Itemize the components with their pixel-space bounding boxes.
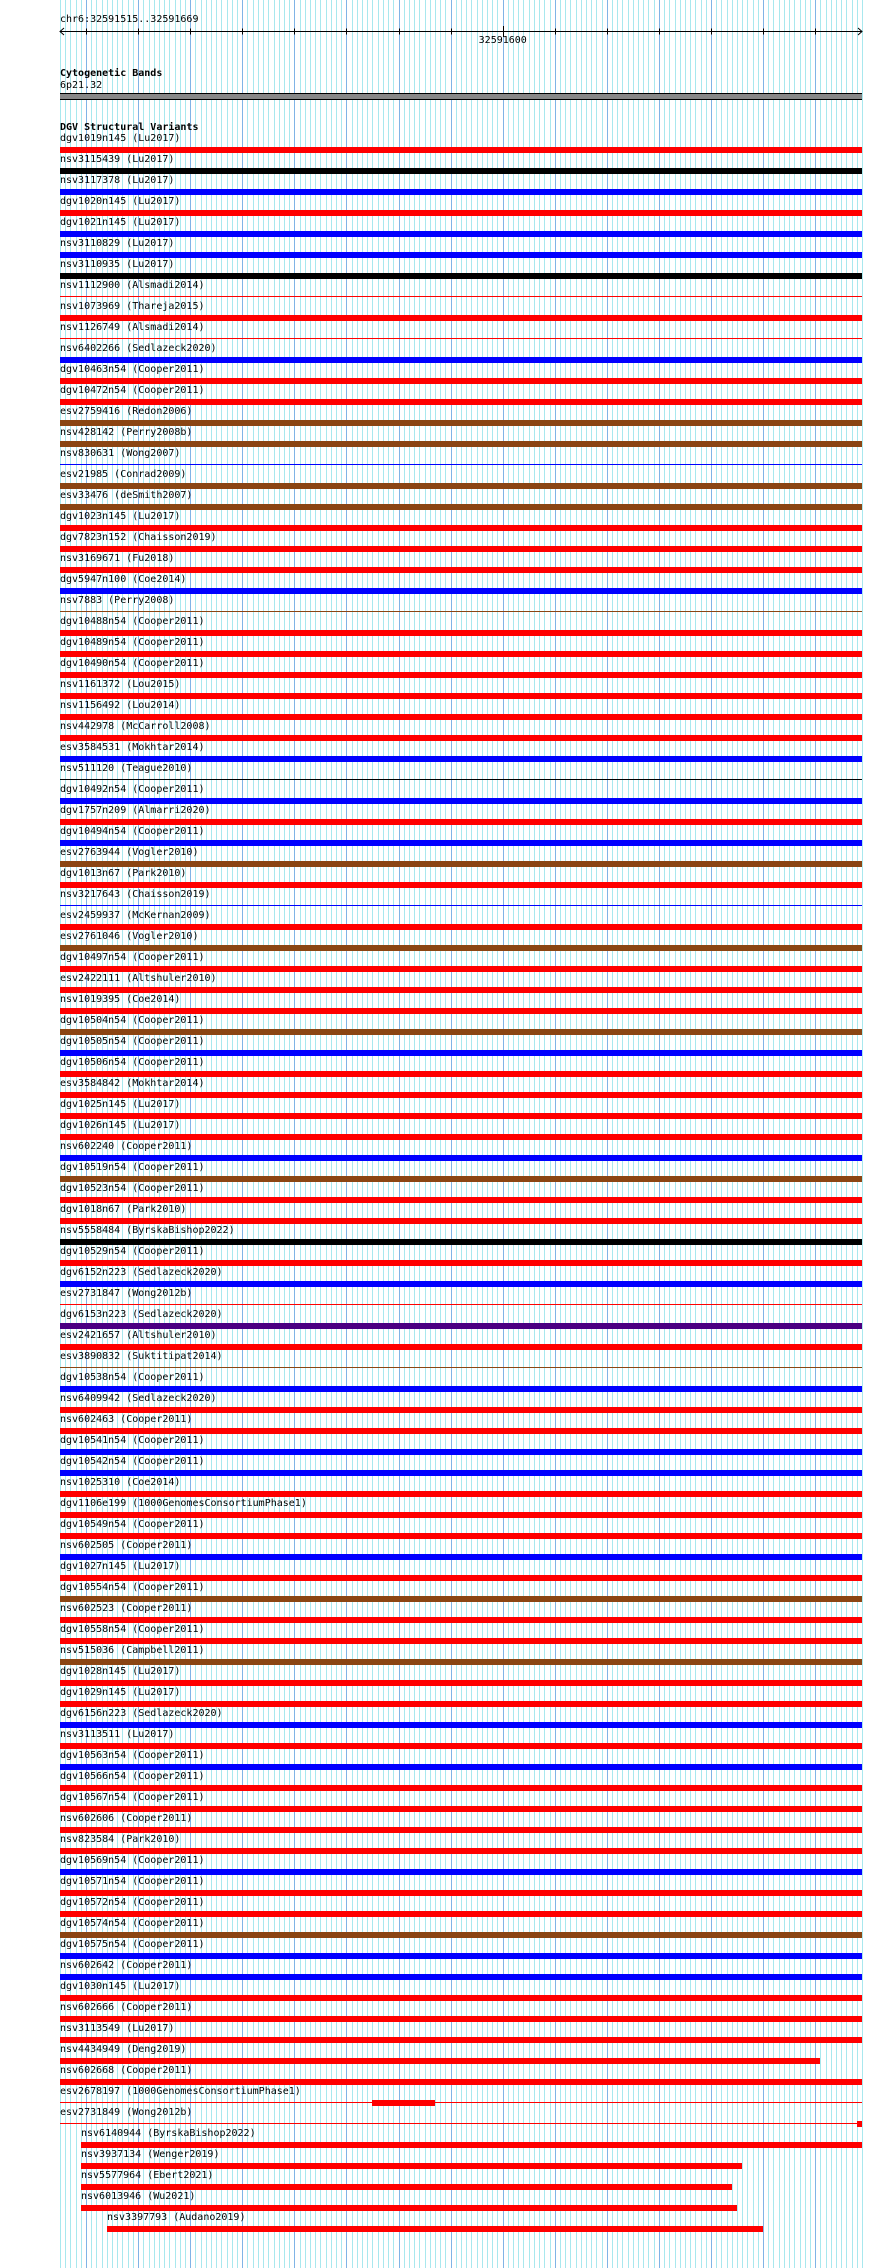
variant-label[interactable]: nsv515036 (Campbell2011)	[60, 1645, 205, 1656]
variant-line[interactable]	[60, 1304, 862, 1305]
variant-bar[interactable]	[60, 1827, 862, 1833]
variant-label[interactable]: dgv1026n145 (Lu2017)	[60, 1120, 181, 1131]
variant-label[interactable]: dgv10490n54 (Cooper2011)	[60, 658, 205, 669]
variant-bar[interactable]	[60, 1323, 862, 1329]
variant-label[interactable]: dgv7823n152 (Chaisson2019)	[60, 532, 217, 543]
variant-bar[interactable]	[60, 1533, 862, 1539]
variant-line[interactable]	[60, 464, 862, 465]
variant-label[interactable]: dgv10488n54 (Cooper2011)	[60, 616, 205, 627]
variant-bar[interactable]	[60, 1512, 862, 1518]
variant-bar[interactable]	[60, 441, 862, 447]
variant-bar[interactable]	[60, 2037, 862, 2043]
variant-bar[interactable]	[60, 1659, 862, 1665]
variant-label[interactable]: esv21985 (Conrad2009)	[60, 469, 187, 480]
variant-bar[interactable]	[60, 651, 862, 657]
variant-label[interactable]: nsv602505 (Cooper2011)	[60, 1540, 193, 1551]
variant-bar[interactable]	[60, 966, 862, 972]
variant-label[interactable]: nsv3113549 (Lu2017)	[60, 2023, 175, 2034]
variant-label[interactable]: dgv1030n145 (Lu2017)	[60, 1981, 181, 1992]
variant-bar[interactable]	[60, 210, 862, 216]
variant-label[interactable]: nsv602666 (Cooper2011)	[60, 2002, 193, 2013]
variant-label[interactable]: dgv10529n54 (Cooper2011)	[60, 1246, 205, 1257]
variant-bar[interactable]	[60, 1176, 862, 1182]
ruler-axis	[0, 24, 890, 40]
variant-bar[interactable]	[60, 630, 862, 636]
variant-label[interactable]: esv3890832 (Suktitipat2014)	[60, 1351, 223, 1362]
variant-bar[interactable]	[60, 420, 862, 426]
variant-label[interactable]: nsv3169671 (Fu2018)	[60, 553, 175, 564]
variant-bar[interactable]	[60, 1974, 862, 1980]
variant-label[interactable]: nsv1126749 (Alsmadi2014)	[60, 322, 205, 333]
variant-line[interactable]	[60, 2102, 862, 2103]
variant-bar[interactable]	[60, 588, 862, 594]
variant-line[interactable]	[60, 611, 862, 612]
variant-bar[interactable]	[107, 2226, 763, 2232]
variant-label[interactable]: dgv1029n145 (Lu2017)	[60, 1687, 181, 1698]
variant-bar[interactable]	[60, 147, 862, 153]
variant-line[interactable]	[60, 779, 862, 780]
variant-label[interactable]: dgv10554n54 (Cooper2011)	[60, 1582, 205, 1593]
variant-label[interactable]: nsv3110829 (Lu2017)	[60, 238, 175, 249]
variant-bar[interactable]	[60, 1575, 862, 1581]
variant-bar[interactable]	[60, 1932, 862, 1938]
variant-label[interactable]: dgv1023n145 (Lu2017)	[60, 511, 181, 522]
variant-bar[interactable]	[60, 1764, 862, 1770]
variant-bar[interactable]	[60, 1701, 862, 1707]
variant-line[interactable]	[60, 2123, 862, 2124]
variant-bar[interactable]	[60, 735, 862, 741]
variant-bar[interactable]	[60, 1092, 862, 1098]
variant-label[interactable]: nsv3937134 (Wenger2019)	[81, 2149, 220, 2160]
variant-bar[interactable]	[60, 882, 862, 888]
cytoband-bar[interactable]	[60, 93, 862, 100]
track-title-cytogenetic-bands: Cytogenetic Bands	[60, 68, 163, 79]
variant-bar[interactable]	[60, 1260, 862, 1266]
variant-label[interactable]: dgv5947n100 (Coe2014)	[60, 574, 187, 585]
variant-bar[interactable]	[60, 483, 862, 489]
variant-label[interactable]: dgv10575n54 (Cooper2011)	[60, 1939, 205, 1950]
variant-label[interactable]: nsv6402266 (Sedlazeck2020)	[60, 343, 217, 354]
variant-label[interactable]: esv2459937 (McKernan2009)	[60, 910, 211, 921]
variant-label[interactable]: nsv602240 (Cooper2011)	[60, 1141, 193, 1152]
variant-label[interactable]: nsv1019395 (Coe2014)	[60, 994, 181, 1005]
variant-label[interactable]: dgv1019n145 (Lu2017)	[60, 133, 181, 144]
variant-bar[interactable]	[60, 1638, 862, 1644]
variant-label[interactable]: nsv6140944 (ByrskaBishop2022)	[81, 2128, 256, 2139]
variant-bar[interactable]	[60, 378, 862, 384]
variant-label[interactable]: dgv1013n67 (Park2010)	[60, 868, 187, 879]
variant-bar[interactable]	[60, 168, 862, 174]
variant-line[interactable]	[60, 338, 862, 339]
variant-bar[interactable]	[60, 1239, 862, 1245]
variant-label[interactable]: dgv1021n145 (Lu2017)	[60, 217, 181, 228]
variant-label[interactable]: dgv10538n54 (Cooper2011)	[60, 1372, 205, 1383]
variant-bar[interactable]	[60, 504, 862, 510]
variant-bar[interactable]	[60, 1869, 862, 1875]
variant-bar[interactable]	[60, 987, 862, 993]
variant-label[interactable]: nsv3110935 (Lu2017)	[60, 259, 175, 270]
variant-label[interactable]: dgv1028n145 (Lu2017)	[60, 1666, 181, 1677]
variant-label[interactable]: dgv10549n54 (Cooper2011)	[60, 1519, 205, 1530]
variant-label[interactable]: dgv1025n145 (Lu2017)	[60, 1099, 181, 1110]
variant-bar[interactable]	[60, 672, 862, 678]
variant-label[interactable]: nsv5577964 (Ebert2021)	[81, 2170, 214, 2181]
variant-bar[interactable]	[60, 861, 862, 867]
variant-label[interactable]: esv2678197 (1000GenomesConsortiumPhase1)	[60, 2086, 301, 2097]
variant-label[interactable]: dgv10519n54 (Cooper2011)	[60, 1162, 205, 1173]
variant-label[interactable]: esv2422111 (Altshuler2010)	[60, 973, 217, 984]
variant-bar[interactable]	[60, 1470, 862, 1476]
variant-bar[interactable]	[60, 231, 862, 237]
variant-block[interactable]	[857, 2121, 862, 2127]
variant-label[interactable]: nsv3113511 (Lu2017)	[60, 1729, 175, 1740]
variant-label[interactable]: dgv1018n67 (Park2010)	[60, 1204, 187, 1215]
variant-bar[interactable]	[60, 1449, 862, 1455]
variant-label[interactable]: dgv10492n54 (Cooper2011)	[60, 784, 205, 795]
variant-label[interactable]: esv2763944 (Vogler2010)	[60, 847, 199, 858]
variant-label[interactable]: nsv7883 (Perry2008)	[60, 595, 175, 606]
variant-bar[interactable]	[60, 2016, 862, 2022]
variant-label[interactable]: esv2731847 (Wong2012b)	[60, 1288, 193, 1299]
ruler-tick-label: 32591600	[478, 35, 527, 46]
variant-bar[interactable]	[60, 1743, 862, 1749]
variant-bar[interactable]	[81, 2184, 732, 2190]
variant-label[interactable]: nsv823584 (Park2010)	[60, 1834, 181, 1845]
variant-label[interactable]: dgv10489n54 (Cooper2011)	[60, 637, 205, 648]
variant-label[interactable]: dgv1027n145 (Lu2017)	[60, 1561, 181, 1572]
variant-label[interactable]: dgv6156n223 (Sedlazeck2020)	[60, 1708, 223, 1719]
variant-label[interactable]: dgv10523n54 (Cooper2011)	[60, 1183, 205, 1194]
variant-label[interactable]: dgv10463n54 (Cooper2011)	[60, 364, 205, 375]
variant-label[interactable]: dgv10572n54 (Cooper2011)	[60, 1897, 205, 1908]
variant-bar[interactable]	[60, 756, 862, 762]
variant-bar[interactable]	[60, 1848, 862, 1854]
variant-bar[interactable]	[60, 840, 862, 846]
variant-label[interactable]: dgv6152n223 (Sedlazeck2020)	[60, 1267, 223, 1278]
variant-label[interactable]: nsv602668 (Cooper2011)	[60, 2065, 193, 2076]
variant-label[interactable]: esv2731849 (Wong2012b)	[60, 2107, 193, 2118]
variant-label[interactable]: dgv1757n209 (Almarri2020)	[60, 805, 211, 816]
variant-bar[interactable]	[60, 1113, 862, 1119]
variant-label[interactable]: nsv3397793 (Audano2019)	[107, 2212, 246, 2223]
variant-label[interactable]: dgv10504n54 (Cooper2011)	[60, 1015, 205, 1026]
variant-label[interactable]: esv33476 (deSmith2007)	[60, 490, 193, 501]
variant-block[interactable]	[372, 2100, 435, 2106]
location-label: chr6:32591515..32591669	[60, 14, 199, 25]
variant-label[interactable]: dgv10497n54 (Cooper2011)	[60, 952, 205, 963]
variant-bar[interactable]	[60, 1071, 862, 1077]
variant-bar[interactable]	[60, 1050, 862, 1056]
variant-bar[interactable]	[60, 252, 862, 258]
variant-bar[interactable]	[60, 2079, 862, 2085]
variant-bar[interactable]	[60, 1344, 862, 1350]
variant-bar[interactable]	[60, 1008, 862, 1014]
variant-label[interactable]: dgv10541n54 (Cooper2011)	[60, 1435, 205, 1446]
variant-bar[interactable]	[60, 1428, 862, 1434]
variant-label[interactable]: dgv6153n223 (Sedlazeck2020)	[60, 1309, 223, 1320]
variant-bar[interactable]	[60, 1491, 862, 1497]
variant-bar[interactable]	[60, 1281, 862, 1287]
variant-label[interactable]: esv2761046 (Vogler2010)	[60, 931, 199, 942]
variant-label[interactable]: nsv602523 (Cooper2011)	[60, 1603, 193, 1614]
variant-label[interactable]: dgv10566n54 (Cooper2011)	[60, 1771, 205, 1782]
variant-bar[interactable]	[60, 567, 862, 573]
variant-bar[interactable]	[81, 2142, 862, 2148]
variant-bar[interactable]	[60, 1218, 862, 1224]
variant-label[interactable]: esv2421657 (Altshuler2010)	[60, 1330, 217, 1341]
variant-bar[interactable]	[60, 357, 862, 363]
variant-label[interactable]: dgv10506n54 (Cooper2011)	[60, 1057, 205, 1068]
variant-bar[interactable]	[60, 315, 862, 321]
variant-bar[interactable]	[60, 189, 862, 195]
variant-label[interactable]: dgv10505n54 (Cooper2011)	[60, 1036, 205, 1047]
variant-bar[interactable]	[60, 1197, 862, 1203]
variant-bar[interactable]	[60, 1596, 862, 1602]
variant-label[interactable]: nsv6013946 (Wu2021)	[81, 2191, 196, 2202]
variant-bar[interactable]	[60, 1911, 862, 1917]
variant-label[interactable]: nsv4434949 (Deng2019)	[60, 2044, 187, 2055]
variant-bar[interactable]	[60, 714, 862, 720]
variant-label[interactable]: nsv6409942 (Sedlazeck2020)	[60, 1393, 217, 1404]
variant-line[interactable]	[60, 905, 862, 906]
variant-label[interactable]: nsv602606 (Cooper2011)	[60, 1813, 193, 1824]
variant-bar[interactable]	[60, 1029, 862, 1035]
variant-label[interactable]: dgv10569n54 (Cooper2011)	[60, 1855, 205, 1866]
track-title-dgv: DGV Structural Variants	[60, 122, 199, 133]
variant-bar[interactable]	[60, 2058, 820, 2064]
variant-label[interactable]: nsv602642 (Cooper2011)	[60, 1960, 193, 1971]
variant-bar[interactable]	[81, 2205, 737, 2211]
variant-label[interactable]: nsv1073969 (Thareja2015)	[60, 301, 205, 312]
variant-label[interactable]: nsv1156492 (Lou2014)	[60, 700, 181, 711]
variant-label[interactable]: nsv5558484 (ByrskaBishop2022)	[60, 1225, 235, 1236]
variant-line[interactable]	[60, 1367, 862, 1368]
variant-bar[interactable]	[60, 1617, 862, 1623]
variant-label[interactable]: esv3584531 (Mokhtar2014)	[60, 742, 205, 753]
variant-bar[interactable]	[60, 1134, 862, 1140]
variant-label[interactable]: dgv10558n54 (Cooper2011)	[60, 1624, 205, 1635]
cytoband-label: 6p21.32	[60, 80, 103, 91]
variant-label[interactable]: nsv3115439 (Lu2017)	[60, 154, 175, 165]
variant-bar[interactable]	[60, 1722, 862, 1728]
variant-label[interactable]: nsv602463 (Cooper2011)	[60, 1414, 193, 1425]
variant-bar[interactable]	[60, 1995, 862, 2001]
variant-label[interactable]: dgv10563n54 (Cooper2011)	[60, 1750, 205, 1761]
variant-label[interactable]: nsv3217643 (Chaisson2019)	[60, 889, 211, 900]
variant-line[interactable]	[60, 296, 862, 297]
variant-label[interactable]: nsv3117378 (Lu2017)	[60, 175, 175, 186]
variant-bar[interactable]	[60, 1890, 862, 1896]
variant-bar[interactable]	[60, 1953, 862, 1959]
variant-label[interactable]: dgv10574n54 (Cooper2011)	[60, 1918, 205, 1929]
variant-label[interactable]: nsv428142 (Perry2008b)	[60, 427, 193, 438]
variant-label[interactable]: dgv10542n54 (Cooper2011)	[60, 1456, 205, 1467]
variant-label[interactable]: dgv10494n54 (Cooper2011)	[60, 826, 205, 837]
variant-bar[interactable]	[60, 1386, 862, 1392]
variant-label[interactable]: dgv10571n54 (Cooper2011)	[60, 1876, 205, 1887]
variant-bar[interactable]	[60, 693, 862, 699]
variant-bar[interactable]	[60, 1554, 862, 1560]
variant-label[interactable]: nsv1025310 (Coe2014)	[60, 1477, 181, 1488]
variant-bar[interactable]	[60, 945, 862, 951]
variant-label[interactable]: dgv1106e199 (1000GenomesConsortiumPhase1)	[60, 1498, 307, 1509]
variant-bar[interactable]	[60, 819, 862, 825]
variant-label[interactable]: esv3584842 (Mokhtar2014)	[60, 1078, 205, 1089]
variant-bar[interactable]	[60, 273, 862, 279]
variant-bar[interactable]	[81, 2163, 742, 2169]
variant-label[interactable]: dgv1020n145 (Lu2017)	[60, 196, 181, 207]
variant-bar[interactable]	[60, 1806, 862, 1812]
variant-bar[interactable]	[60, 546, 862, 552]
variant-label[interactable]: nsv442978 (McCarroll2008)	[60, 721, 211, 732]
variant-label[interactable]: esv2759416 (Redon2006)	[60, 406, 193, 417]
variant-bar[interactable]	[60, 399, 862, 405]
variant-label[interactable]: nsv1112900 (Alsmadi2014)	[60, 280, 205, 291]
variant-bar[interactable]	[60, 1407, 862, 1413]
variant-bar[interactable]	[60, 1785, 862, 1791]
variant-bar[interactable]	[60, 1155, 862, 1161]
variant-bar[interactable]	[60, 525, 862, 531]
variant-bar[interactable]	[60, 1680, 862, 1686]
variant-label[interactable]: nsv1161372 (Lou2015)	[60, 679, 181, 690]
variant-label[interactable]: nsv830631 (Wong2007)	[60, 448, 181, 459]
variant-label[interactable]: dgv10567n54 (Cooper2011)	[60, 1792, 205, 1803]
variant-bar[interactable]	[60, 924, 862, 930]
variant-bar[interactable]	[60, 798, 862, 804]
variant-label[interactable]: nsv511120 (Teague2010)	[60, 763, 193, 774]
variant-label[interactable]: dgv10472n54 (Cooper2011)	[60, 385, 205, 396]
